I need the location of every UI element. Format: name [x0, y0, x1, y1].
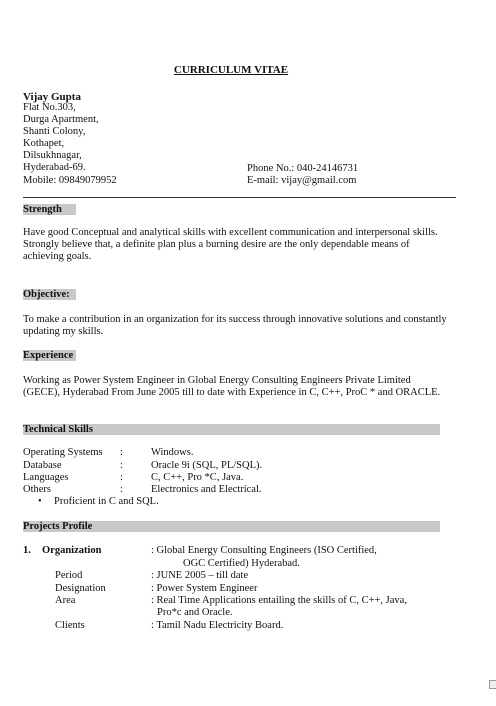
project-org-value-cont: OGC Certified) Hyderabad.	[183, 558, 300, 569]
skill-key: Database	[23, 460, 62, 471]
contact-block	[247, 163, 358, 187]
phone-number: Phone No.: 040-24146731	[247, 163, 359, 174]
strength-heading: Strength	[23, 204, 76, 215]
project-number: 1.	[23, 545, 31, 556]
project-designation-label: Designation	[55, 583, 106, 594]
skill-sep: :	[120, 472, 123, 483]
header-divider	[23, 197, 456, 198]
project-org-value: : Global Energy Consulting Engineers (ISO Certified,	[151, 545, 377, 556]
skill-value: Electronics and Electrical.	[151, 484, 262, 495]
resize-handle-icon[interactable]	[489, 680, 496, 689]
skill-sep: :	[120, 460, 123, 471]
project-designation-value: : Power System Engineer	[151, 583, 258, 594]
experience-heading: Experience	[23, 350, 76, 361]
address-line: Kothapet,	[23, 138, 65, 150]
project-area-label: Area	[55, 595, 76, 606]
mobile-number: Mobile: 09849079952	[23, 174, 117, 186]
address-block	[23, 102, 117, 187]
skill-row	[23, 484, 262, 496]
candidate-name: Vijay Gupta	[23, 91, 81, 103]
objective-text: To make a contribution in an organization for its success through innovative solutions and constantly updating my skills.	[23, 314, 447, 338]
skill-sep: :	[120, 484, 123, 495]
strength-line: Have good Conceptual and analytical skills with excellent communication and interpersonal skills.	[23, 227, 438, 238]
skill-bullet	[38, 496, 159, 507]
skill-value: Oracle 9i (SQL, PL/SQL).	[151, 460, 263, 471]
experience-text: Working as Power System Engineer in Global Energy Consulting Engineers Private Limited (GECE), Hyderabad From June 2005 till to date with Experience in C, C++, ProC * and ORACLE.	[23, 375, 441, 399]
document-title: CURRICULUM VITAE	[173, 64, 289, 76]
skill-key: Languages	[23, 472, 69, 483]
project-org-label: Organization	[42, 545, 102, 556]
skill-key: Others	[23, 484, 51, 495]
skill-sep: :	[120, 447, 123, 458]
technical-skills-heading: Technical Skills	[23, 424, 440, 435]
email-address: E-mail: vijay@gmail.com	[247, 175, 357, 187]
skill-row	[23, 472, 243, 484]
address-line: Durga Apartment,	[23, 114, 99, 126]
projects-heading: Projects Profile	[23, 521, 440, 532]
project-area-value-cont: Pro*c and Oracle.	[157, 607, 233, 618]
project-clients-label: Clients	[55, 620, 85, 631]
strength-line: Strongly believe that, a definite plan plus a burning desire are the only dependable means of achieving goals.	[23, 239, 410, 263]
skill-value: Windows.	[151, 447, 194, 458]
project-area-value: : Real Time Applications entailing the skills of C, C++, Java,	[151, 595, 407, 606]
address-line: Flat No.303,	[23, 102, 76, 113]
project-period-label: Period	[55, 570, 83, 581]
skill-value: C, C++, Pro *C, Java.	[151, 472, 244, 483]
bullet-dot-icon: •	[38, 496, 42, 507]
project-period-value: : JUNE 2005 – till date	[151, 570, 249, 581]
strength-text	[23, 227, 448, 263]
address-line: Hyderabad-69.	[23, 162, 86, 174]
skill-key: Operating Systems	[23, 447, 103, 458]
objective-heading: Objective:	[23, 289, 76, 300]
bullet-text: Proficient in C and SQL.	[54, 496, 159, 507]
project-clients-value: : Tamil Nadu Electricity Board.	[151, 620, 284, 631]
address-line: Shanti Colony,	[23, 126, 86, 138]
address-line: Dilsukhnagar,	[23, 150, 82, 162]
skill-row	[23, 460, 262, 472]
skill-row	[23, 447, 193, 459]
